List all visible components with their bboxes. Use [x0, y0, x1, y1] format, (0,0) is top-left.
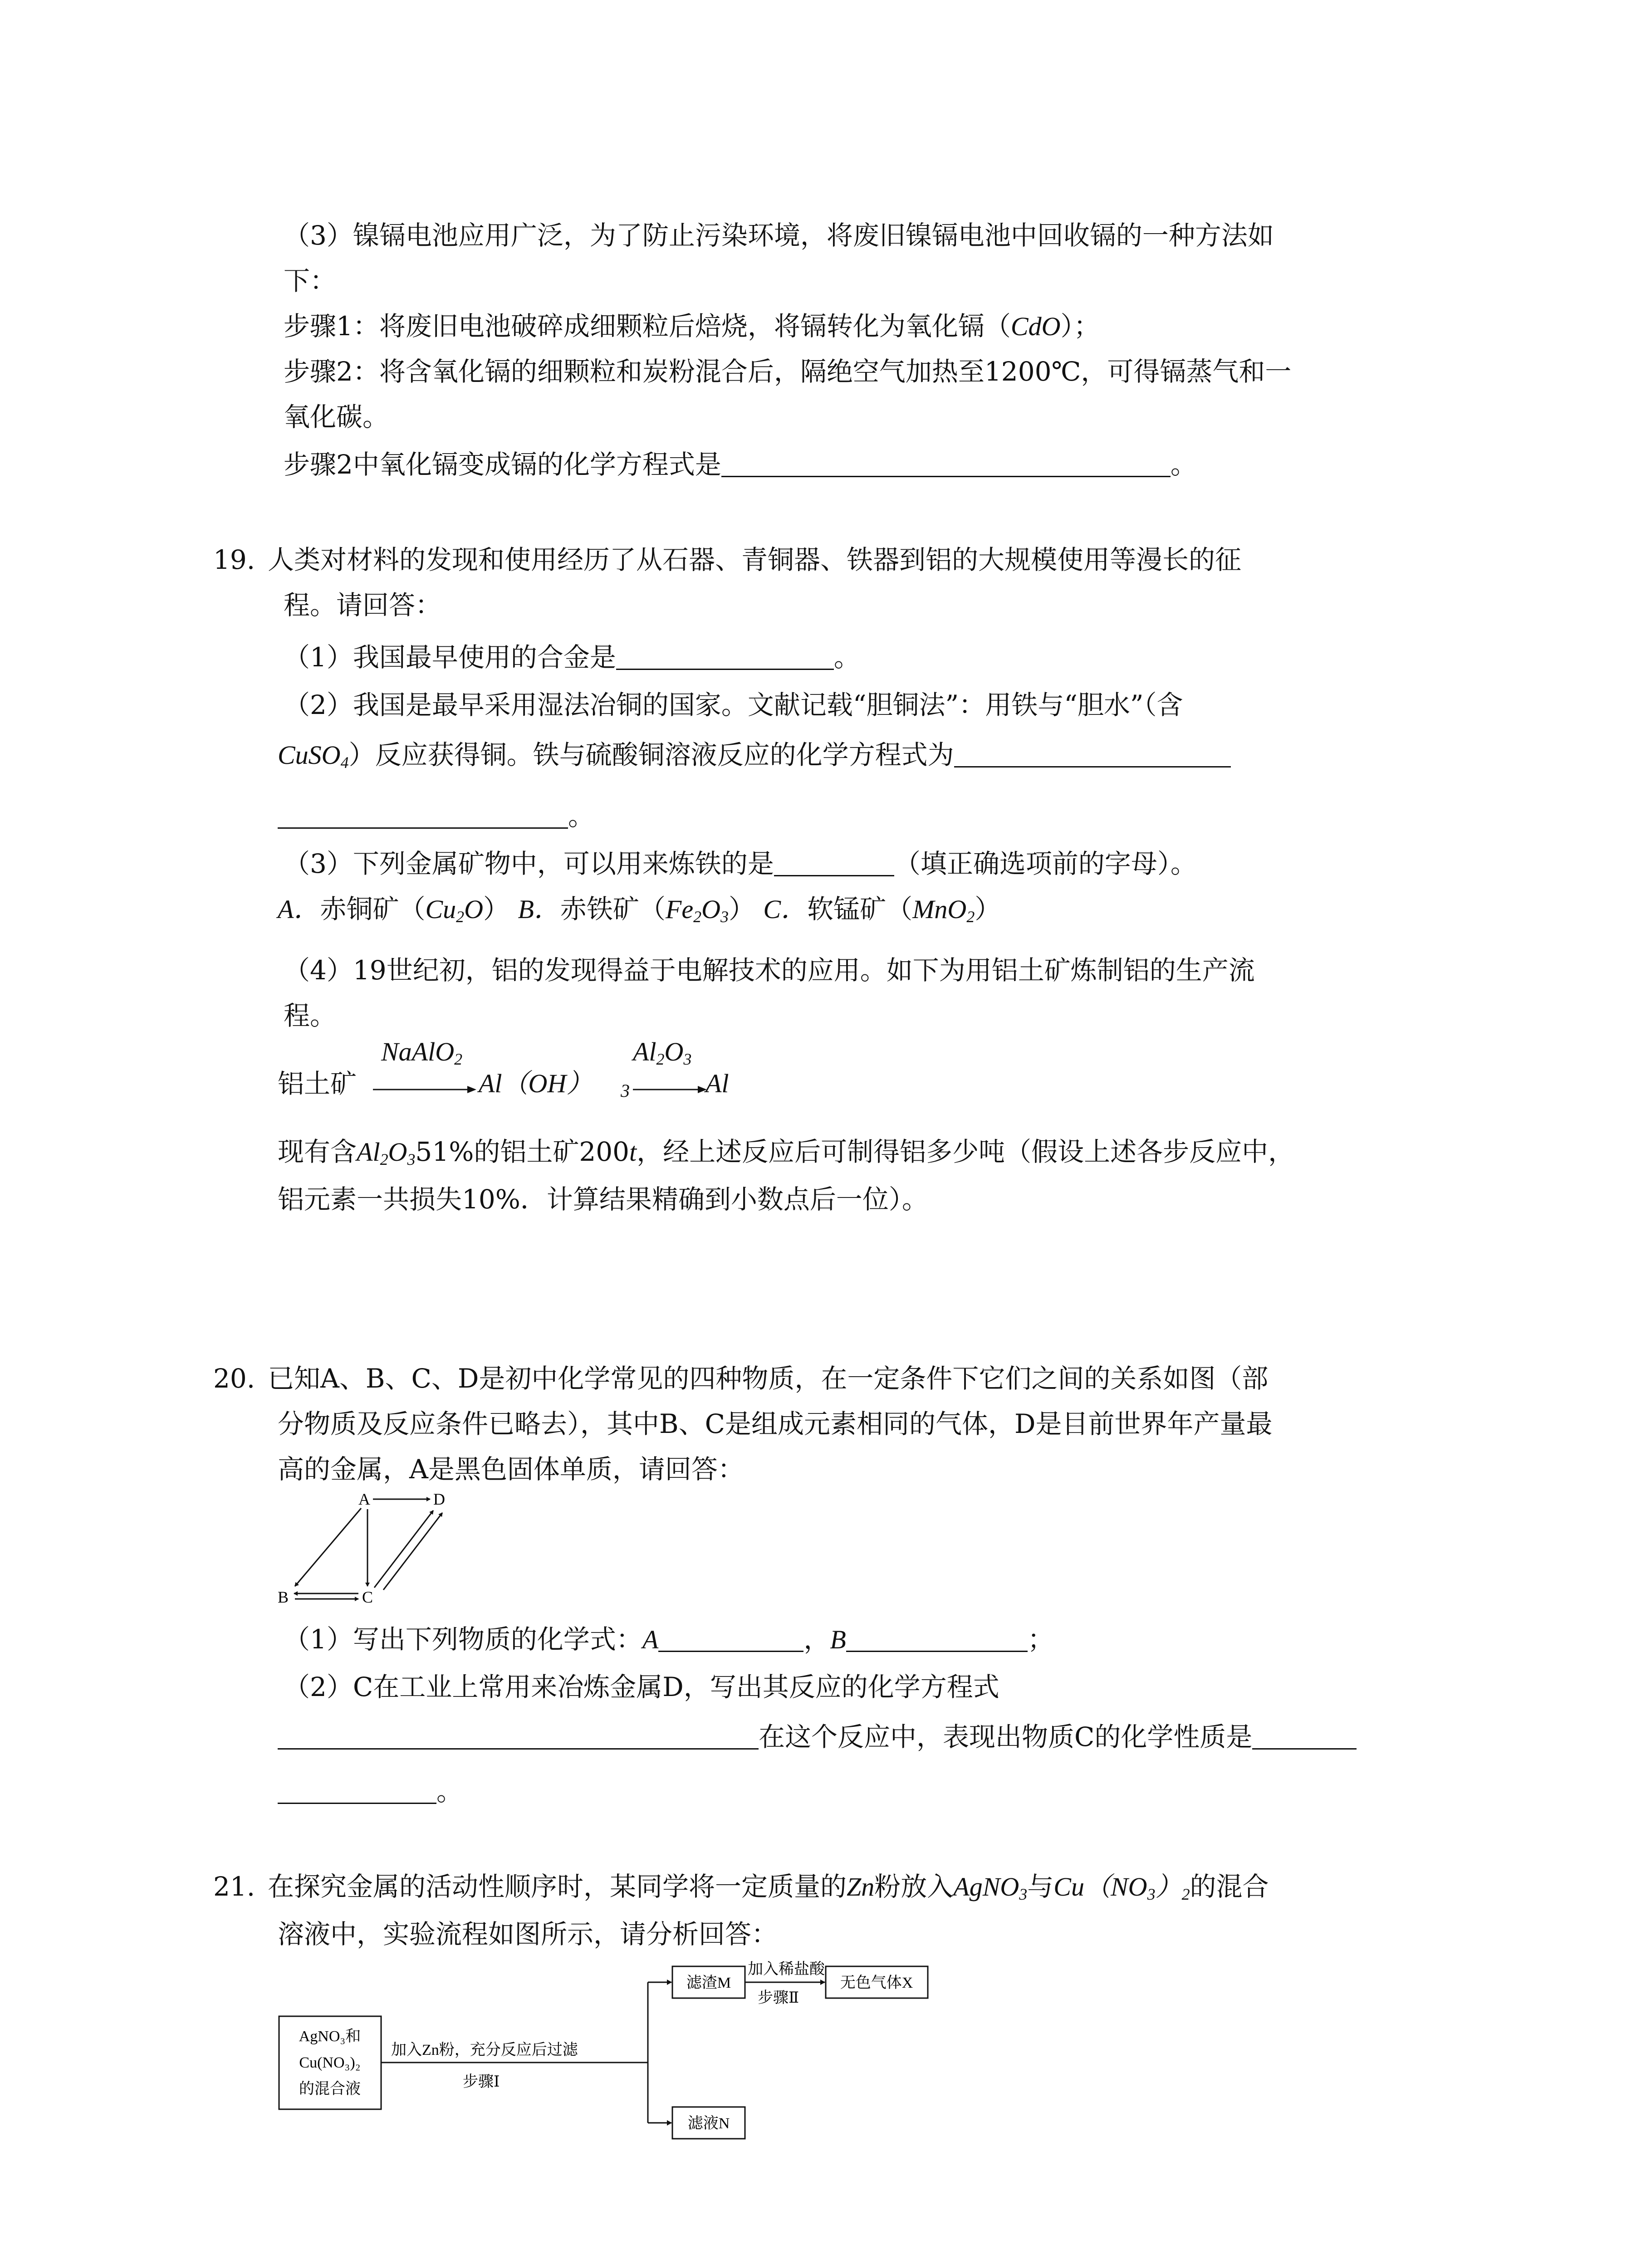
q18-3-line2: 下：	[284, 265, 337, 296]
gas-label: 无色气体X	[840, 1975, 913, 1991]
q20-stem-line2: 分物质及反应条件已略去），其中B、C是组成元素相同的气体，D是目前世界年产量最	[278, 1408, 1273, 1439]
mixture-line1: AgNO₃和	[299, 2028, 361, 2045]
al2o3-formula: $Al_2O_3$	[357, 1137, 416, 1168]
q21-experiment-flowchart	[272, 1955, 998, 2146]
answer-blank[interactable]	[278, 1725, 759, 1750]
answer-blank[interactable]	[278, 805, 568, 829]
q20-part2-line2: 在这个反应中，表现出物质C的化学性质是	[278, 1724, 1357, 1750]
flow-reagent-1: NaAlO$_2$	[381, 1037, 463, 1068]
step1-name: 步骤Ⅰ	[463, 2073, 500, 2090]
step2-label: 加入稀盐酸	[748, 1961, 825, 1978]
arrow-a-to-b	[295, 1508, 361, 1586]
cuno32-formula: $Cu(NO_3)_2$	[1053, 1872, 1190, 1903]
flow-arrow-2	[633, 1084, 708, 1095]
flow-mid: Al（OH）	[479, 1069, 593, 1098]
mixture-line2: Cu(NO₃)₂	[299, 2054, 361, 2071]
answer-blank[interactable]	[616, 646, 834, 670]
q18-3-step2-line1: 步骤2：将含氧化镉的细颗粒和炭粉混合后，隔绝空气加热至1200℃，可得镉蒸气和一	[284, 356, 1292, 387]
q18-3-line1: （3）镍镉电池应用广泛，为了防止污染环境，将废旧镍镉电池中回收镉的一种方法如	[284, 220, 1274, 251]
q18-3-step2-line2: 氧化碳。	[284, 401, 389, 432]
cuso4-formula: CuSO$_4$	[278, 740, 349, 772]
step2-name: 步骤Ⅱ	[758, 1989, 799, 2006]
q21-stem-line1: 在探究金属的活动性顺序时，某同学将一定质量的Zn粉放入AgNO$_3$与$Cu(NO_3)_2$的混合	[268, 1871, 1269, 1903]
flow-start: 铝土矿	[278, 1068, 357, 1099]
answer-blank[interactable]	[774, 852, 894, 876]
flow-end: Al	[705, 1069, 729, 1098]
q19-part4-line2: 程。	[284, 1000, 337, 1031]
q19-options: A．赤铜矿$(Cu_2O)$ B．赤铁矿$(Fe_2O_3)$ C．软锰矿（MnO$_2$）	[278, 894, 1001, 926]
q21-stem-line2: 溶液中，实验流程如图所示，请分析回答：	[278, 1919, 778, 1950]
answer-blank[interactable]	[954, 743, 1231, 767]
q19-part3: （3）下列金属矿物中，可以用来炼铁的是 （填正确选项前的字母）。	[284, 848, 1197, 879]
q19-stem-line1: 人类对材料的发现和使用经历了从石器、青铜器、铁器到铝的大规模使用等漫长的征	[268, 544, 1242, 575]
answer-blank-b[interactable]	[846, 1628, 1028, 1652]
node-b: B	[278, 1588, 289, 1606]
q19-number: 19.	[213, 544, 255, 575]
q18-3-step1: 步骤1：将废旧电池破碎成细颗粒后焙烧，将镉转化为氧化镉（CdO）；	[284, 311, 1100, 342]
answer-blank-a[interactable]	[658, 1628, 803, 1652]
arrow-c-to-d-1	[374, 1510, 433, 1588]
step1-label: 加入Zn粉，充分反应后过滤	[391, 2042, 578, 2058]
q20-part2-line3: 。	[278, 1778, 463, 1804]
mno2-formula: MnO$_2$	[912, 894, 975, 926]
flow-mid-sub: 3	[621, 1080, 630, 1101]
arrow-c-to-d-2	[383, 1513, 442, 1590]
q19-part2-line3: 。	[278, 803, 594, 829]
q19-calc-line2: 铝元素一共损失10%．计算结果精确到小数点后一位）。	[278, 1184, 928, 1215]
fe2o3-formula: $Fe_2O_3$	[665, 894, 729, 926]
node-d: D	[433, 1490, 445, 1508]
q20-part1: （1）写出下列物质的化学式：A ，B ；	[284, 1624, 1054, 1655]
cdo-formula: CdO	[1010, 312, 1061, 341]
answer-blank[interactable]	[278, 1780, 436, 1804]
q20-part2-line1: （2）C在工业上常用来冶炼金属D，写出其反应的化学方程式	[284, 1672, 999, 1702]
agno3-formula: AgNO$_3$	[953, 1872, 1028, 1903]
cu2o-formula: $Cu_2O$	[425, 894, 484, 926]
q19-stem-line2: 程。请回答：	[284, 590, 442, 621]
q19-part4-line1: （4）19世纪初，铝的发现得益于电解技术的应用。如下为用铝土矿炼制铝的生产流	[284, 955, 1255, 986]
q19-part2-line2: CuSO$_4$）反应获得铜。铁与硫酸铜溶液反应的化学方程式为	[278, 742, 1231, 771]
answer-blank[interactable]	[1252, 1725, 1357, 1750]
q19-part2-line1: （2）我国是最早采用湿法冶铜的国家。文献记载“胆铜法”：用铁与“胆水”（含	[284, 689, 1183, 720]
mixture-line3: 的混合液	[299, 2081, 361, 2097]
q19-calc-line1: 现有含$Al_2O_351\%$的铝土矿200t，经上述反应后可制得铝多少吨（假设上述各步反应中，	[278, 1136, 1295, 1168]
node-c: C	[362, 1588, 373, 1606]
residue-label: 滤渣M	[686, 1975, 731, 1991]
q21-number: 21.	[213, 1871, 255, 1902]
node-a: A	[358, 1490, 370, 1508]
filtrate-label: 滤液N	[687, 2115, 730, 2132]
q20-stem-line3: 高的金属，A是黑色固体单质，请回答：	[278, 1454, 744, 1485]
flow-reagent-2: $Al_2O_3$	[633, 1037, 692, 1068]
flow-arrow-1	[373, 1084, 477, 1095]
abcd-relation-diagram	[272, 1486, 463, 1613]
answer-blank[interactable]	[721, 453, 1171, 477]
q20-number: 20.	[213, 1363, 255, 1394]
q20-stem-line1: 已知A、B、C、D是初中化学常见的四种物质，在一定条件下它们之间的关系如图（部	[268, 1363, 1269, 1394]
q19-part1: （1）我国最早使用的合金是 。	[284, 642, 860, 673]
q18-3-ask: 步骤2中氧化镉变成镉的化学方程式是 。	[284, 449, 1197, 480]
